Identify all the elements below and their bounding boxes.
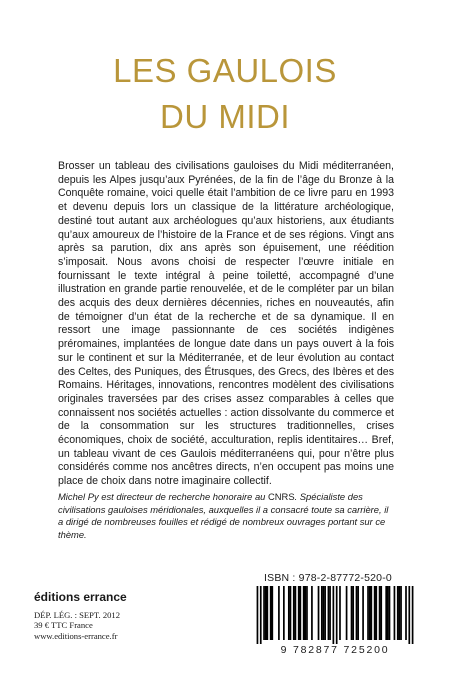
author-bio-part1: Michel Py est directeur de recherche honoraire au [58, 491, 269, 502]
barcode-bar [288, 586, 290, 640]
barcode-bar [321, 586, 323, 640]
barcode-bar [318, 586, 320, 640]
barcode-bar [293, 586, 295, 640]
barcode-bar [336, 586, 338, 644]
book-title-line2: DU MIDI [160, 98, 290, 135]
barcode-bar [352, 586, 354, 640]
barcode-bar [400, 586, 402, 640]
barcode-bar [267, 586, 269, 640]
legal-deposit: DÉP. LÉG. : SEPT. 2012 [34, 610, 121, 620]
barcode-bar [387, 586, 389, 640]
barcode-bar [389, 586, 391, 640]
barcode-bar [283, 586, 285, 640]
barcode-bar [303, 586, 305, 640]
barcode-bar [300, 586, 302, 640]
barcode-bar [367, 586, 369, 640]
barcode-bar [397, 586, 399, 640]
barcode-bar [380, 586, 382, 640]
barcode-digits: 9 782877 725200 [280, 644, 390, 656]
barcode-bar [370, 586, 372, 640]
barcode-bar [329, 586, 331, 640]
price-label: 39 € TTC France [34, 620, 93, 631]
book-title-line1: LES GAULOIS [113, 52, 337, 89]
barcode-bar [339, 586, 341, 640]
barcode-bar [399, 586, 401, 640]
barcode-bar [385, 586, 387, 640]
barcode-bar [394, 586, 396, 640]
author-bio-org: CNRS [268, 491, 295, 502]
barcode-bar [323, 586, 325, 640]
legal-info [34, 610, 120, 641]
barcode-bar [265, 586, 267, 640]
isbn-label: ISBN : 978-2-87772-520-0 [264, 572, 392, 584]
barcode-bar [408, 586, 410, 644]
barcode-bar [357, 586, 359, 640]
barcode-bar [306, 586, 308, 640]
barcode-bar [271, 586, 273, 640]
barcode-bar [290, 586, 292, 640]
barcode-bar [263, 586, 265, 640]
barcode-bar [351, 586, 353, 640]
publisher-website: www.editions-errance.fr [34, 630, 118, 641]
barcode-bar [260, 586, 262, 644]
back-cover-blurb: Brosser un tableau des civilisations gauloises du Midi méditerranéen, depuis les Alpes jusqu’aux Pyrénées, de la fin de l’âge du Bronze à la Conquête romaine, voici quelle était l’ambition de ce livre paru en 1993 et devenu depuis lors un classique de la littérature archéologique, destiné tout autant aux archéologues qu’aux historiens, aux étudiants qu’aux amoureux de l’histoire de la France et de ses régions. Vingt ans après sa parution, dix ans après son épuisement, une réédition s’imposait. Nous avons choisi de respecter l’œuvre initiale en fournissant le texte intégral à peine toiletté, accompagné d’une illustration en grande partie renouvelée, et de le compléter par un bilan des acquis des deux dernières décennies, riches en nouveautés, afin de témoigner d’un état de la recherche et de sa dynamique. Il en ressort une image passionnante de ces sociétés indigènes préromaines, implantées de longue date dans un pays ouvert à la fois sur le continent et sur la Méditerranée, et de leur évolution au contact des Celtes, des Puniques, des Étrusques, des Grecs, des Ibères et des Romains. Héritages, innovations, rencontres modèlent des civilisations originales traversées par des crises assez comparables à celles que connaissent nos sociétés actuelles : action dissolvante du commerce et de la consommation sur les structures traditionnelles, crises économiques, choix de société, acculturation, replis identitaires… Bref, un tableau vivant de ces Gaulois méditerranéens qui, pour n’être plus considérés comme nos ancêtres directs, n’en occupent pas moins une place de choix dans notre imaginaire collectif. [58, 160, 394, 488]
barcode-bar [270, 586, 272, 640]
barcode-bar [298, 586, 300, 640]
barcode-bar [278, 586, 280, 640]
barcode-bar [333, 586, 335, 644]
barcode-bar [412, 586, 414, 644]
barcode-bar [257, 586, 259, 644]
barcode-bar [405, 586, 407, 640]
barcode-bar [328, 586, 330, 640]
barcode-bar [295, 586, 297, 640]
barcode-bar [374, 586, 376, 640]
barcode-bar [375, 586, 377, 640]
barcode-bar [311, 586, 313, 640]
barcode-icon [250, 586, 420, 644]
barcode-bar [304, 586, 306, 640]
barcode-bar [369, 586, 371, 640]
barcode-bar [356, 586, 358, 640]
barcode-bar [324, 586, 326, 640]
barcode-bar [379, 586, 381, 640]
publisher-name: éditions errance [34, 590, 127, 604]
author-bio [58, 491, 394, 541]
barcode-bar [362, 586, 364, 640]
author-bio-part2: . Spécialiste des civilisations gauloises méridionales, auxquelles il a consacré toute sa carrière, il a dirigé de nombreuses fouilles et rédigé de nombreux ouvrages portant sur ce thème. [58, 491, 389, 540]
barcode-bar [346, 586, 348, 640]
